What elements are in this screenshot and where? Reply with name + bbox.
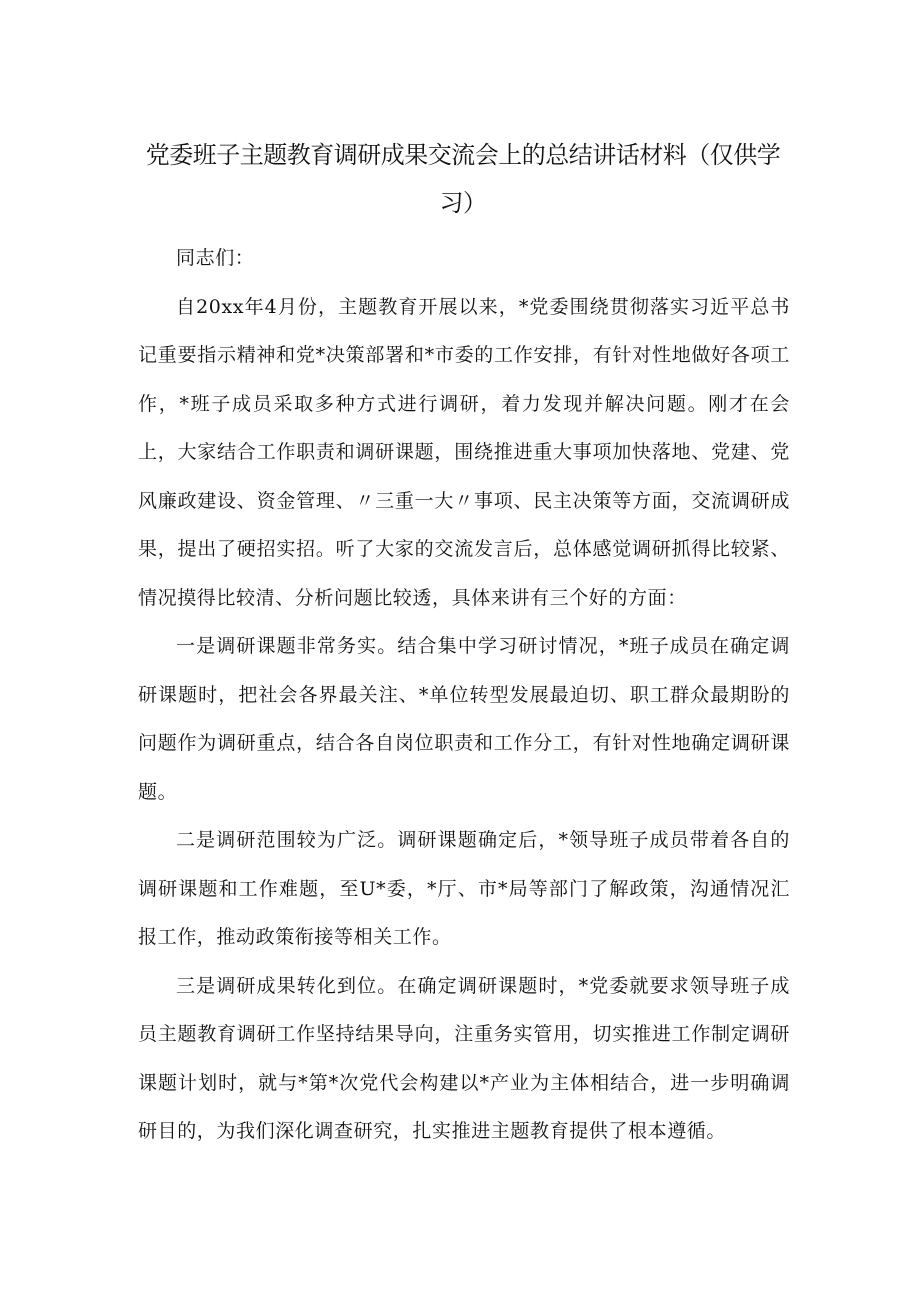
title-line-2: 习） — [439, 189, 487, 217]
salutation: 同志们： — [176, 247, 255, 269]
paragraph-point-two: 二是调研范围较为广泛。调研课题确定后，*领导班子成员带着各自的调研课题和工作难题，至U*委，*厅、市*局等部门了解政策，沟通情况汇报工作，推动政策衔接等相关工作。 — [138, 829, 790, 948]
title-line-1: 党委班子主题教育调研成果交流会上的总结讲话材料（仅供学 — [145, 141, 781, 169]
paragraph-point-one: 一是调研课题非常务实。结合集中学习研讨情况，*班子成员在确定调研课题时，把社会各界最关注、*单位转型发展最迫切、职工群众最期盼的问题作为调研重点，结合各自岗位职责和工作分工，有针对性地确定调研课题。 — [138, 635, 790, 803]
document-body — [138, 234, 790, 1156]
document-title — [138, 131, 788, 227]
paragraph-intro: 自20xx年4月份，主题教育开展以来，*党委围绕贯彻落实习近平总书记重要指示精神和党*决策部署和*市委的工作安排，有针对性地做好各项工作，*班子成员采取多种方式进行调研，着力发现并解决问题。刚才在会上，大家结合工作职责和调研课题，围绕推进重大事项加快落地、党建、党风廉政建设、资金管理、〃三重一大〃事项、民主决策等方面，交流调研成果，提出了硬招实招。听了大家的交流发言后，总体感觉调研抓得比较紧、情况摸得比较清、分析问题比较透，具体来讲有三个好的方面： — [138, 295, 790, 609]
paragraph-point-three: 三是调研成果转化到位。在确定调研课题时，*党委就要求领导班子成员主题教育调研工作坚持结果导向，注重务实管用，切实推进工作制定调研课题计划时，就与*第*次党代会构建以*产业为主体相结合，进一步明确调研目的，为我们深化调查研究，扎实推进主题教育提供了根本遵循。 — [138, 974, 790, 1142]
